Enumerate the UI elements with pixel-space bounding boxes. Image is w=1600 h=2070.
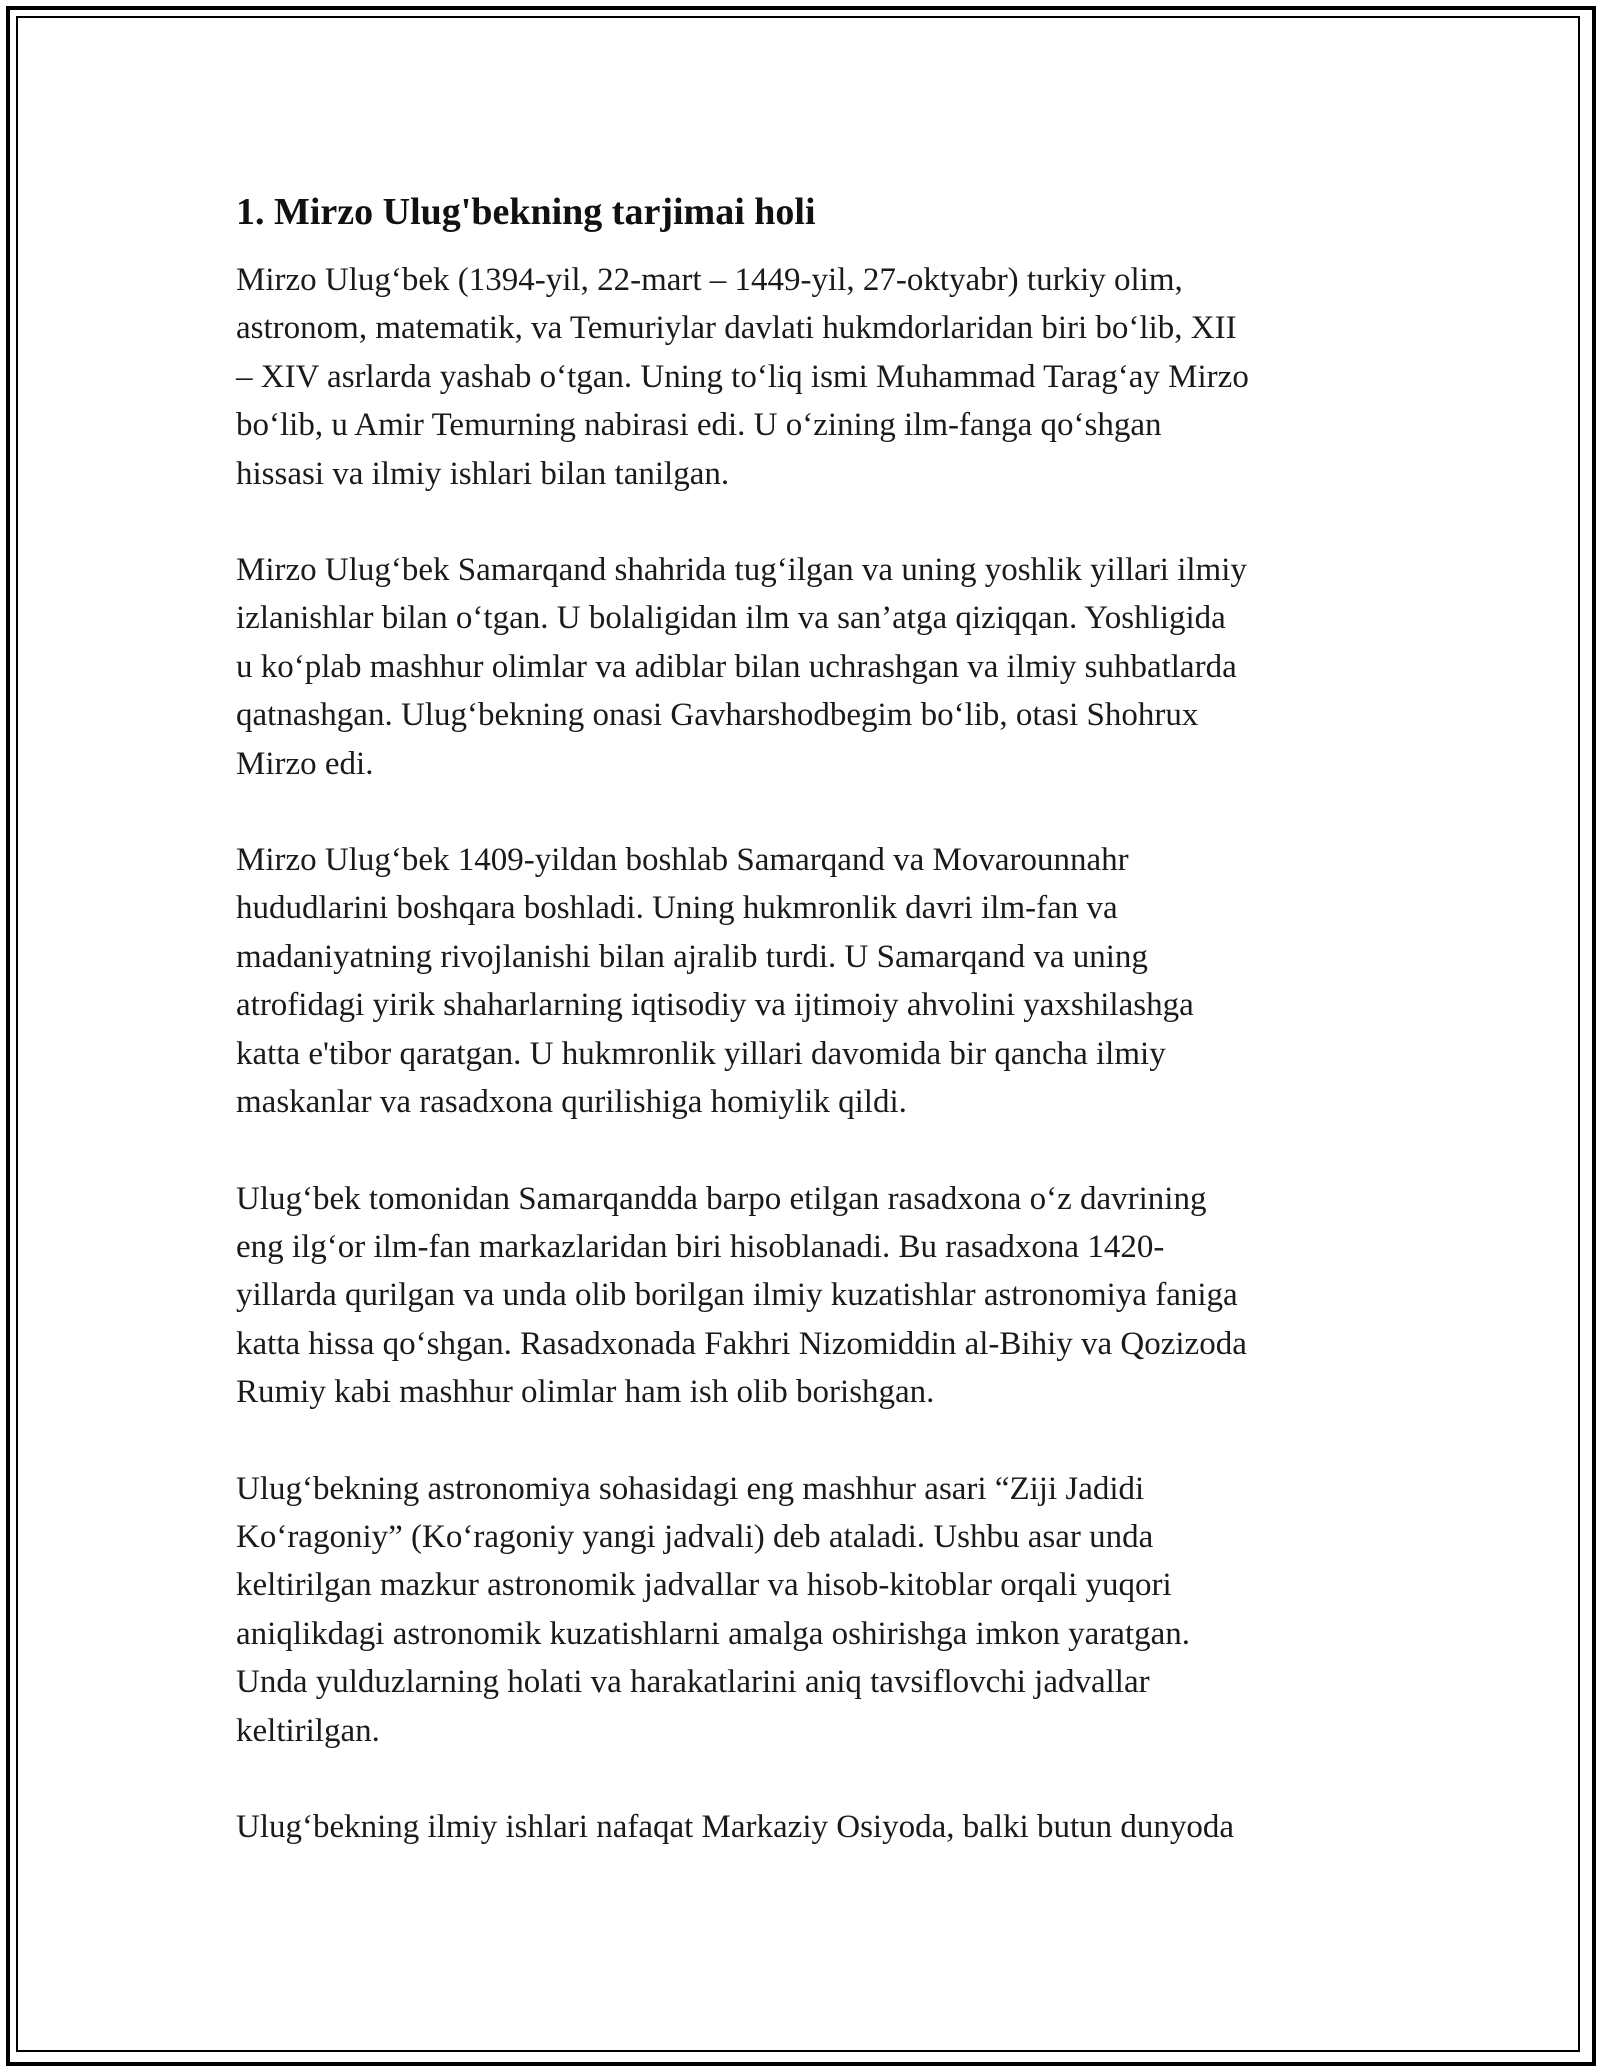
paragraph-line: Ko‘ragoniy” (Ko‘ragoniy yangi jadvali) deb ataladi. Ushbu asar unda (236, 1518, 1154, 1555)
paragraph-line: Mirzo edi. (236, 745, 374, 782)
paragraph-line: Mirzo Ulug‘bek (1394-yil, 22-mart – 1449-yil, 27-oktyabr) turkiy olim, (236, 262, 1183, 298)
paragraph-line: yillarda qurilgan va unda olib borilgan ilmiy kuzatishlar astronomiya faniga (236, 1277, 1238, 1314)
paragraph-line: katta e'tibor qaratgan. U hukmronlik yillari davomida bir qancha ilmiy (236, 1035, 1166, 1072)
paragraph-line: madaniyatning rivojlanishi bilan ajralib turdi. U Samarqand va uning (236, 938, 1148, 975)
paragraph-line: Rumiy kabi mashhur olimlar ham ish olib borishgan. (236, 1374, 935, 1411)
paragraph-line: – XIV asrlarda yashab o‘tgan. Uning to‘liq ismi Muhammad Tarag‘ay Mirzo (236, 358, 1249, 395)
paragraph-observatory (236, 1175, 1376, 1417)
paragraph-line: hududlarini boshqara boshladi. Uning hukmronlik davri ilm-fan va (236, 890, 1118, 927)
paragraph-line: eng ilg‘or ilm-fan markazlaridan biri hisoblanadi. Bu rasadxona 1420- (236, 1228, 1165, 1265)
paragraph-line: Mirzo Ulug‘bek Samarqand shahrida tug‘ilgan va uning yoshlik yillari ilmiy (236, 552, 1247, 589)
paragraph-line: keltirilgan. (236, 1712, 380, 1749)
paragraph-line: bo‘lib, u Amir Temurning nabirasi edi. U o‘zining ilm-fanga qo‘shgan (236, 407, 1162, 444)
paragraph-reign (236, 836, 1376, 1126)
paragraph-line: keltirilgan mazkur astronomik jadvallar va hisob-kitoblar orqali yuqori (236, 1567, 1172, 1604)
paragraph-line: atrofidagi yirik shaharlarning iqtisodiy va ijtimoiy ahvolini yaxshilashga (236, 987, 1194, 1024)
paragraph-line: aniqlikdagi astronomik kuzatishlarni amalga oshirishga imkon yaratgan. (236, 1615, 1191, 1652)
paragraph-zij (236, 1465, 1376, 1755)
paragraph-legacy (236, 1803, 1376, 1851)
paragraph-line: Ulug‘bekning ilmiy ishlari nafaqat Markaziy Osiyoda, balki butun dunyoda (236, 1808, 1235, 1845)
paragraph-line: katta hissa qo‘shgan. Rasadxonada Fakhri Nizomiddin al-Bihiy va Qozizoda (236, 1325, 1247, 1362)
paragraph-line: qatnashgan. Ulug‘bekning onasi Gavharshodbegim bo‘lib, otasi Shohrux (236, 697, 1199, 734)
paragraph-early-life (236, 546, 1376, 788)
document-title: 1. Mirzo Ulug'bekning tarjimai holi (236, 191, 816, 233)
paragraph-line: u ko‘plab mashhur olimlar va adiblar bilan uchrashgan va ilmiy suhbatlarda (236, 648, 1237, 685)
paragraph-line: maskanlar va rasadxona qurilishiga homiylik qildi. (236, 1084, 907, 1121)
paragraph-line: hissasi va ilmiy ishlari bilan tanilgan. (236, 455, 730, 492)
paragraph-line: Ulug‘bek tomonidan Samarqandda barpo etilgan rasadxona o‘z davrining (236, 1180, 1207, 1217)
paragraph-line: Mirzo Ulug‘bek 1409-yildan boshlab Samarqand va Movarounnahr (236, 842, 1129, 879)
paragraph-line: Unda yulduzlarning holati va harakatlarini aniq tavsiflovchi jadvallar (236, 1664, 1150, 1701)
paragraph-line: izlanishlar bilan o‘tgan. U bolaligidan ilm va san’atga qiziqqan. Yoshligida (236, 600, 1226, 637)
document-body (236, 186, 1376, 1899)
paragraph-biography-intro (236, 256, 1376, 498)
paragraph-line: astronom, matematik, va Temuriylar davlati hukmdorlaridan biri bo‘lib, XII (236, 310, 1237, 347)
paragraph-line: Ulug‘bekning astronomiya sohasidagi eng mashhur asari “Ziji Jadidi (236, 1470, 1145, 1507)
